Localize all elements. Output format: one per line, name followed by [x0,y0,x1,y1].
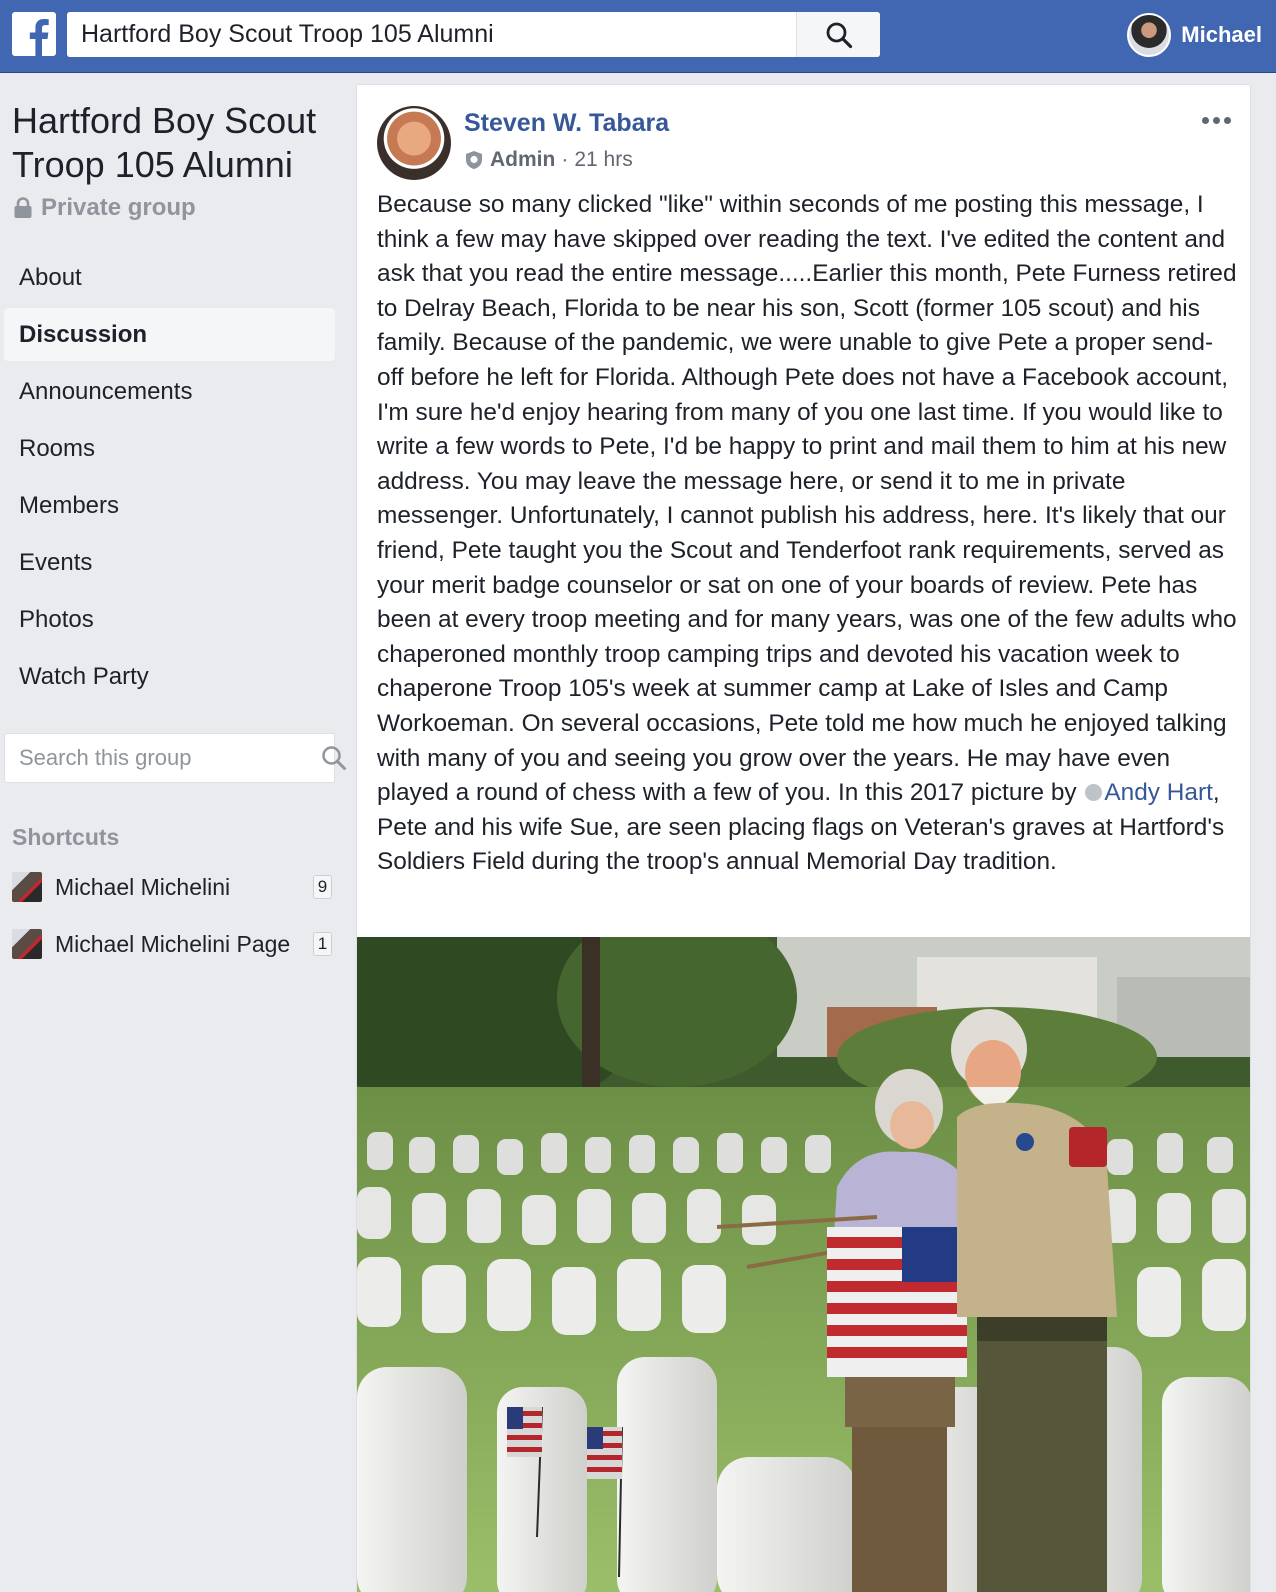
nav-item-rooms[interactable]: Rooms [19,434,96,462]
feed-post [356,84,1251,1592]
post-text-part: Because so many clicked "like" within seconds of me posting this message, I think a few may have skipped over reading the text. I've edited the content and ask that you read the entire message.....Earlier this month, Pete Furness retired to Delray Beach, Florida to be near his son, Scott (former 105 scout) and his family. Because of the pandemic, we were unable to give Pete a proper send-off before he left for Florida. Although Pete does not have a Facebook account, I'm sure he'd enjoy hearing from many of you one last time. If you would like to write a few words to Pete, I'd be happy to print and mail them to him at his new address. You may leave the message here, or send it to me in private messenger. Unfortunately, I cannot publish his address, here. It's likely that our friend, Pete taught you the Scout and Tenderfoot rank requirements, served as your merit badge counselor or sat on one of your boards of review. Pete has been at every troop meeting and for many years, was one of the few adults who chaperoned monthly troop camping trips and devoted his vacation week to chaperone Troop 105's week at summer camp at Lake of Isles and Camp Workoeman. On several occasions, Pete told me how much he enjoyed talking with many of you and seeing you grow over the years. He may have even played a round of chess with a few of you. In this 2017 picture by [377,191,1237,807]
shortcut-count-badge: 9 [313,875,332,899]
nav-item-about[interactable]: About [19,263,82,291]
group-title[interactable]: Hartford Boy Scout Troop 105 Alumni [12,100,317,185]
meta-separator: · [561,148,569,171]
group-nav [4,251,335,707]
post-author-name[interactable]: Steven W. Tabara [464,109,670,137]
search-icon [825,21,853,49]
more-options-icon [1224,117,1231,124]
shortcut-item[interactable] [12,926,332,962]
shortcut-label: Michael Michelini Page [55,930,291,957]
shortcut-avatar [12,929,42,959]
group-privacy-label: Private group [41,194,196,221]
global-search-input[interactable] [67,12,796,57]
shortcut-label: Michael Michelini [55,873,231,900]
post-photo[interactable] [357,937,1251,1592]
more-options-icon [1213,117,1220,124]
mention-icon [1085,784,1102,801]
mention-link[interactable]: Andy Hart [1104,779,1213,807]
top-navigation-bar [0,0,1276,73]
more-options-button[interactable] [1196,107,1236,133]
post-body-text [377,188,1237,880]
more-options-icon [1202,117,1209,124]
post-meta [464,148,633,172]
group-search-box [4,733,335,783]
shortcut-count-badge: 1 [313,932,332,956]
search-icon [321,745,347,771]
facebook-logo-icon[interactable] [12,12,56,56]
shortcut-avatar [12,872,42,902]
post-text-part: , Pete and his wife Sue, are seen placing flags on Veteran's graves at Hartford's Soldiers Field during the troop's annual Memorial Day tradition. [377,779,1225,876]
nav-item-photos[interactable]: Photos [19,605,94,633]
nav-item-events[interactable]: Events [19,548,93,576]
shortcuts-heading: Shortcuts [12,824,120,850]
author-avatar[interactable] [377,106,451,180]
group-privacy [13,194,196,222]
profile-name: Michael [1181,22,1262,47]
post-author-role: Admin [490,148,556,171]
global-search-button[interactable] [796,12,880,57]
nav-item-announcements[interactable]: Announcements [19,377,193,405]
avatar [1127,13,1171,57]
nav-item-members[interactable]: Members [19,491,120,519]
post-timestamp[interactable]: 21 hrs [574,148,633,171]
nav-item-discussion[interactable]: Discussion [4,308,335,361]
group-search-button[interactable] [321,745,347,771]
lock-icon [13,197,33,219]
shortcut-item[interactable] [12,869,332,905]
profile-link[interactable] [1127,12,1262,58]
group-search-input[interactable] [5,745,321,771]
global-search-bar [67,12,880,57]
shield-icon [464,150,484,170]
nav-item-watch-party[interactable]: Watch Party [19,662,149,690]
